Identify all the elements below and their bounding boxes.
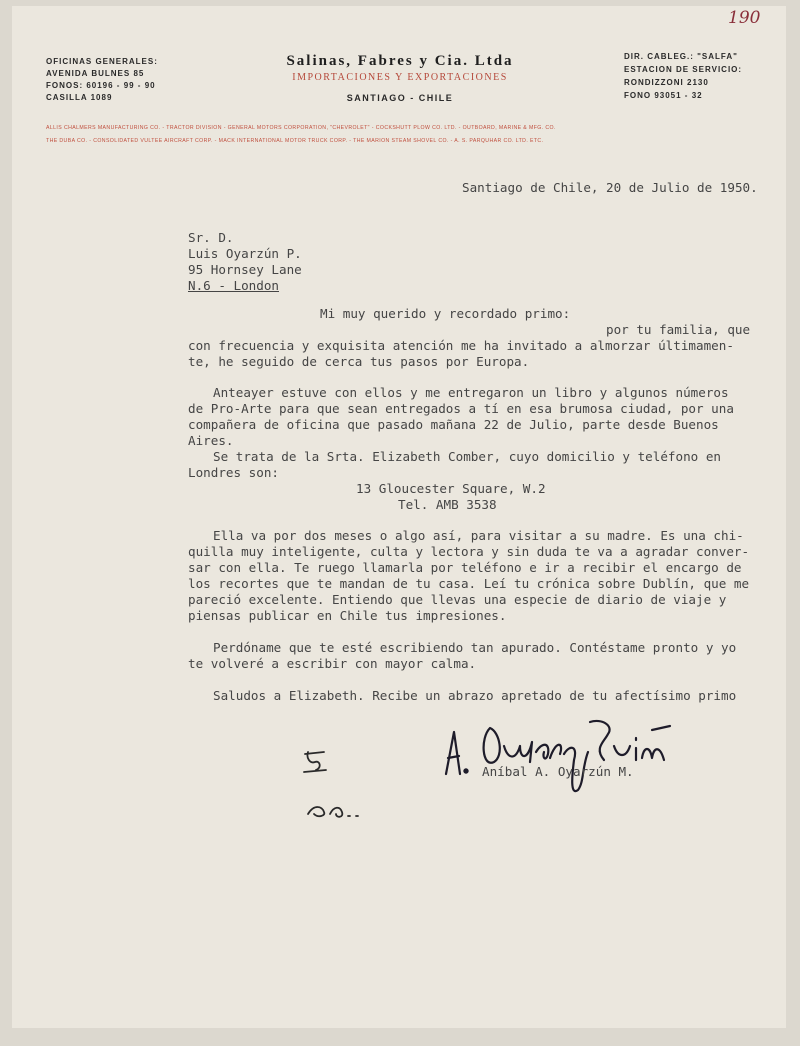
body-line: Aires. (188, 433, 234, 448)
body-line: Perdóname que te esté escribiendo tan apurado. Contéstame pronto y yo (213, 640, 737, 655)
handwritten-signature (438, 712, 688, 798)
represented-brands (46, 122, 776, 148)
body-line: pareció excelente. Entiendo que llevas una especie de diario de viaje y (188, 592, 727, 607)
handwritten-mark (302, 748, 330, 776)
body-line: compañera de oficina que pasado mañana 22 de Julio, parte desde Buenos (188, 417, 719, 432)
body-line: Se trata de la Srta. Elizabeth Comber, cuyo domicilio y teléfono en (213, 449, 721, 464)
recipient-name: Luis Oyarzún P. (188, 246, 302, 261)
body-line: de Pro-Arte para que sean entregados a tí en esa brumosa ciudad, por una (188, 401, 734, 416)
typed-signature: Aníbal A. Oyarzún M. (482, 764, 634, 779)
body-line: los recortes que te mandan de tu casa. Leí tu crónica sobre Dublín, que me (188, 576, 750, 591)
letter-page (12, 6, 786, 1028)
office-street: AVENIDA BULNES 85 (46, 69, 145, 78)
company-activity: IMPORTACIONES Y EXPORTACIONES (292, 72, 508, 83)
company-name: Salinas, Fabres y Cia. Ltda (286, 53, 514, 69)
phone-line: Tel. AMB 3538 (398, 497, 497, 512)
letterhead-office-info (46, 56, 196, 104)
recipient-street: 95 Hornsey Lane (188, 262, 302, 277)
service-station-label: ESTACION DE SERVICIO: (624, 65, 743, 74)
letterhead-cable-info (624, 50, 774, 102)
office-address-label: OFICINAS GENERALES: (46, 57, 158, 66)
body-line: por tu familia, que (606, 322, 751, 337)
service-station-phone: FONO 93051 - 32 (624, 91, 703, 100)
handwritten-initials (306, 802, 364, 820)
closing-line: Saludos a Elizabeth. Recibe un abrazo apretado de tu afectísimo primo (213, 688, 737, 703)
body-line: Ella va por dos meses o algo así, para visitar a su madre. Es una chi- (213, 528, 744, 543)
service-station-street: RONDIZZONI 2130 (624, 78, 709, 87)
body-line: Londres son: (188, 465, 279, 480)
office-phones: FONOS: 60196 - 99 - 90 (46, 81, 156, 90)
body-line: con frecuencia y exquisita atención me ha invitado a almorzar últimamen- (188, 338, 734, 353)
brands-line: THE DUBA CO. - CONSOLIDATED VULTEE AIRCRAFT CORP. - MACK INTERNATIONAL MOTOR TRUCK CORP. - THE MARION STEAM SHOVEL CO. - A. S. PARQUHAR CO. LTD. ETC. (46, 138, 544, 144)
folio-number: 190 (728, 8, 761, 28)
address-line: 13 Gloucester Square, W.2 (356, 481, 546, 496)
company-city: SANTIAGO - CHILE (346, 93, 454, 103)
salutation: Mi muy querido y recordado primo: (320, 306, 571, 321)
body-line: quilla muy inteligente, culta y lectora y sin duda te va a agradar conver- (188, 544, 750, 559)
recipient-title: Sr. D. (188, 230, 234, 245)
recipient-city: N.6 - London (188, 278, 279, 293)
letter-date: Santiago de Chile, 20 de Julio de 1950. (462, 180, 758, 195)
body-line: te, he seguido de cerca tus pasos por Europa. (188, 354, 530, 369)
letterhead-title (200, 52, 600, 104)
body-line: Anteayer estuve con ellos y me entregaron un libro y algunos números (213, 385, 729, 400)
body-line: sar con ella. Te ruego llamarla por teléfono e ir a recibir el encargo de (188, 560, 742, 575)
office-po-box: CASILLA 1089 (46, 93, 113, 102)
body-line: te volveré a escribir con mayor calma. (188, 656, 477, 671)
brands-line: ALLIS CHALMERS MANUFACTURING CO. - TRACTOR DIVISION - GENERAL MOTORS CORPORATION, "CHEVROLET" - COCKSHUTT PLOW CO. LTD. - OUTBOARD, MARINE & MFG. CO. (46, 125, 556, 131)
body-line: piensas publicar en Chile tus impresiones. (188, 608, 507, 623)
cable-address: DIR. CABLEG.: "SALFA" (624, 52, 738, 61)
